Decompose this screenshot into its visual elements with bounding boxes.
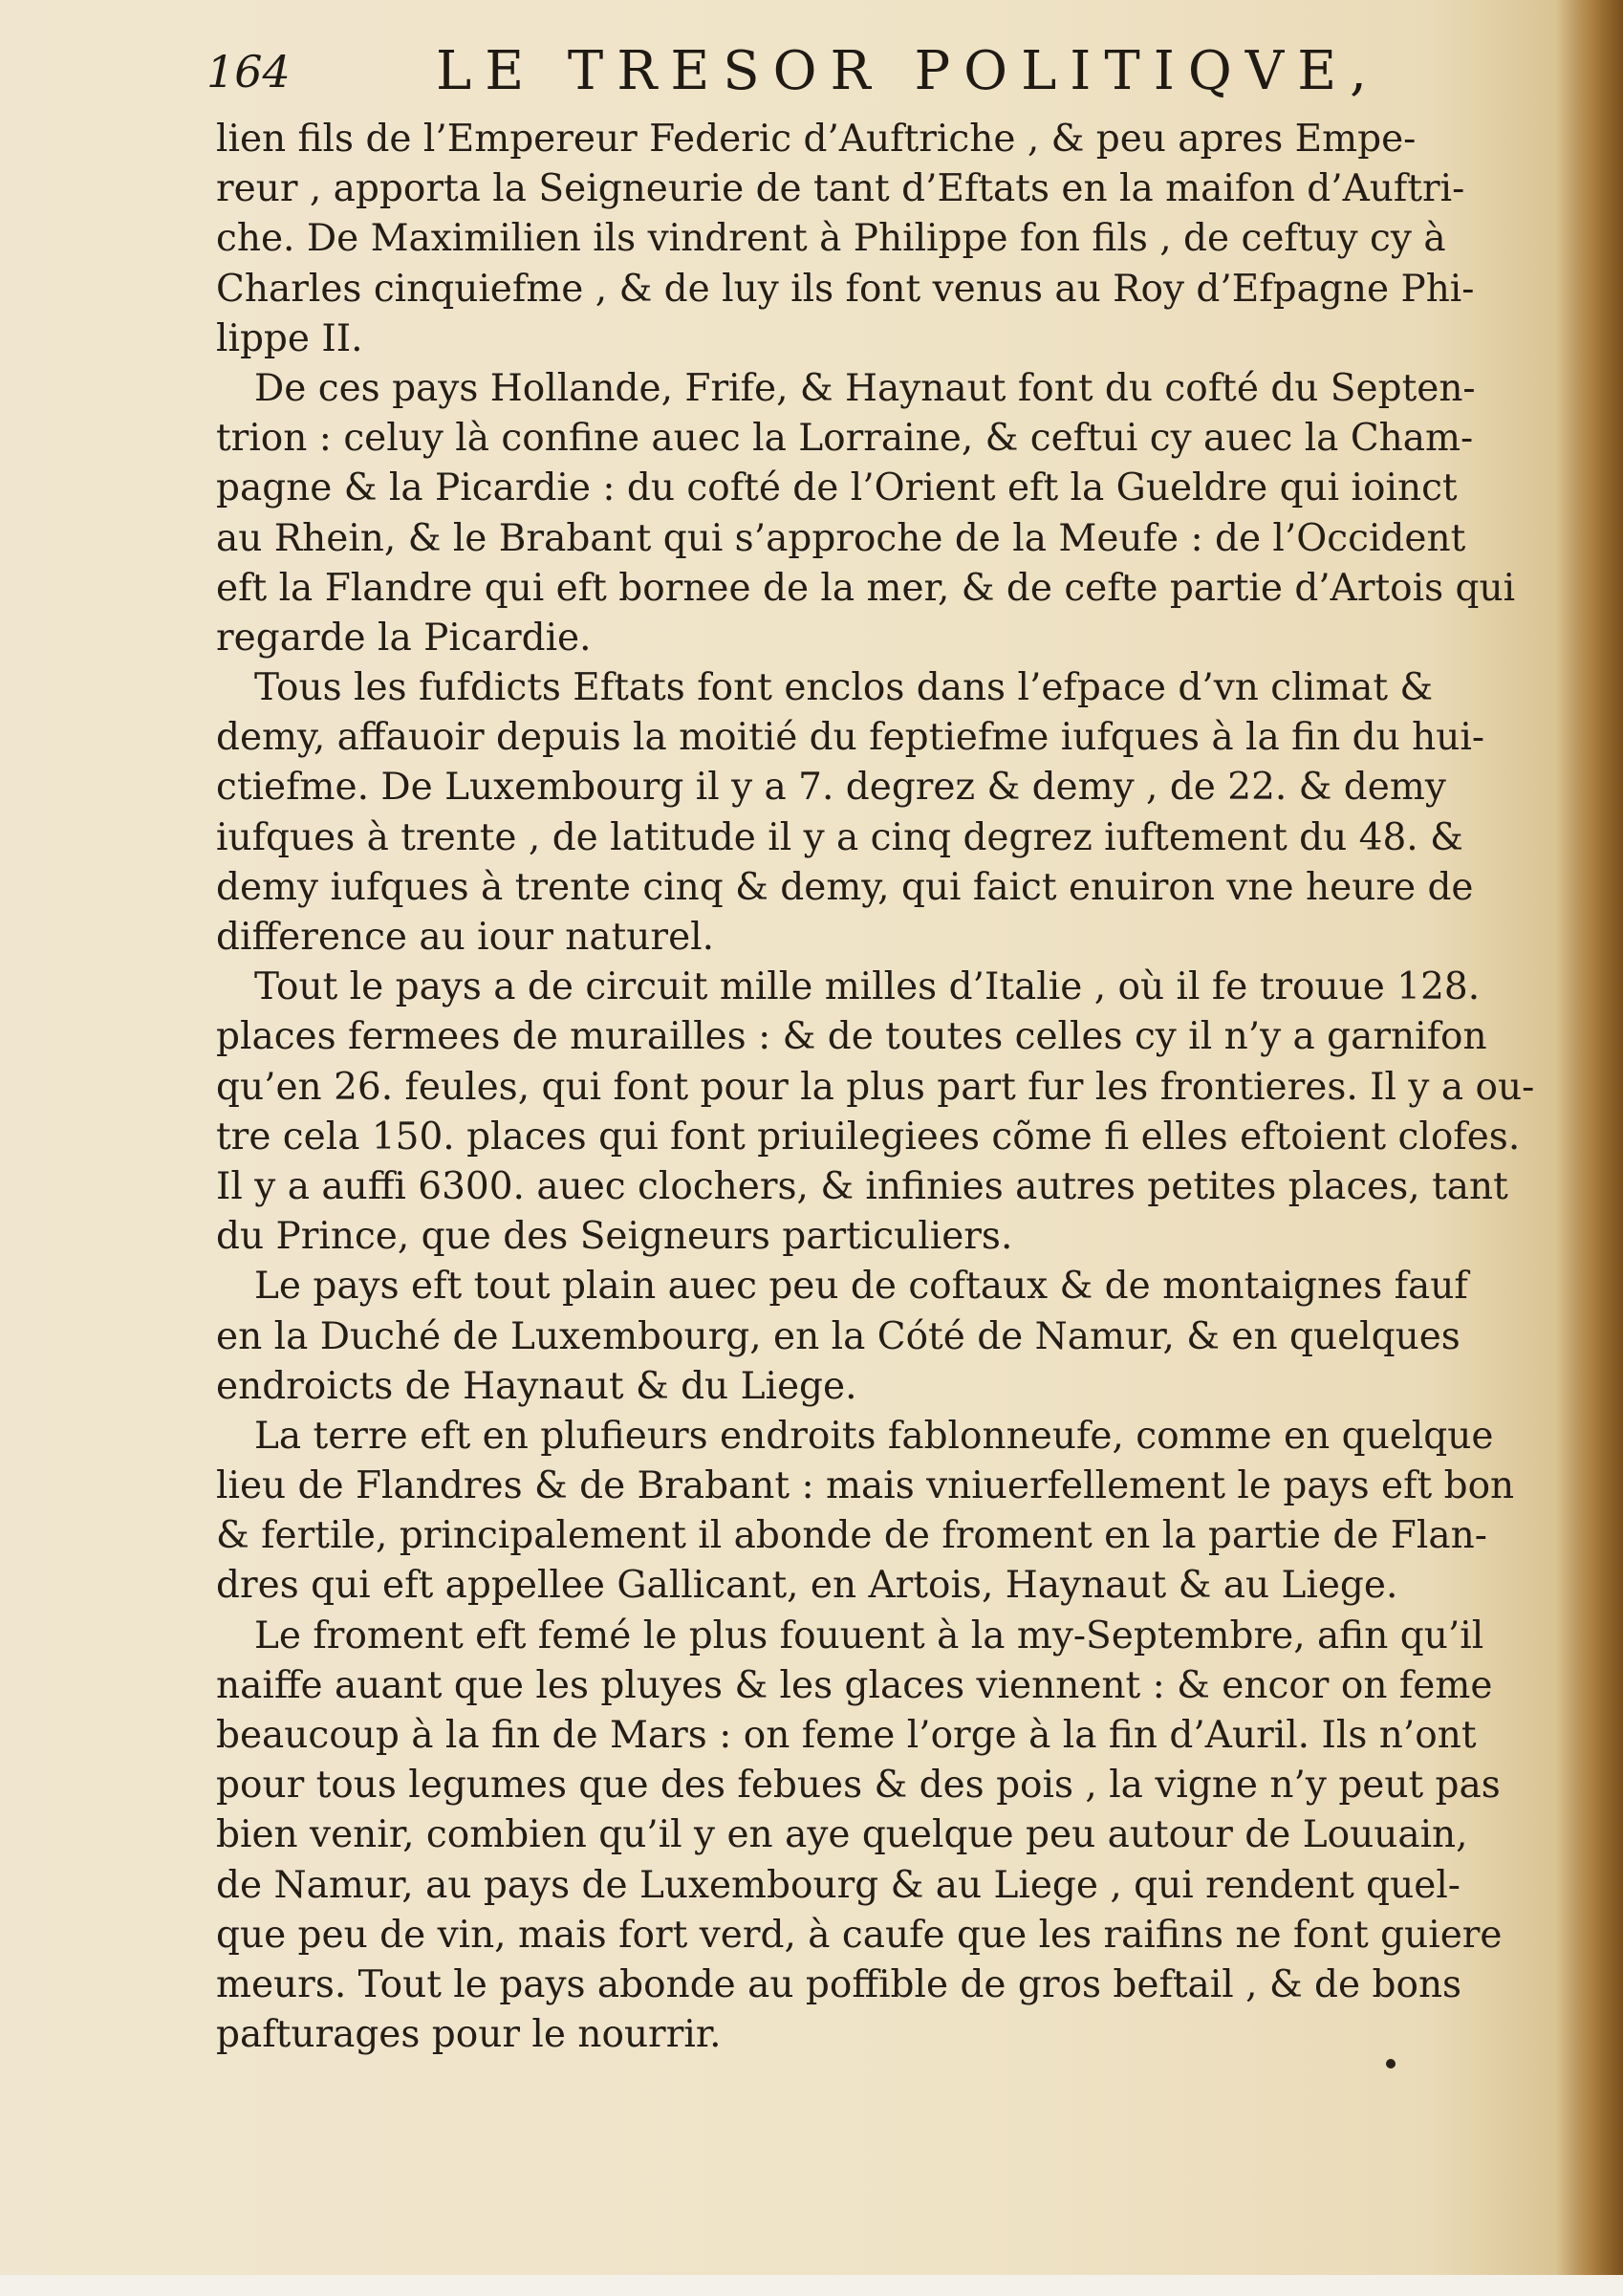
paragraph-2 bbox=[216, 364, 1516, 663]
text-line: Charles cinquiefme , & de luy ils font venus au Roy d’Efpagne Phi- bbox=[216, 267, 1475, 311]
text-line: de Namur, au pays de Luxembourg & au Liege , qui rendent quel- bbox=[216, 1863, 1461, 1907]
text-line: places fermees de murailles : & de toutes celles cy il n’y a garnifon bbox=[216, 1015, 1487, 1059]
text-line: Le pays eft tout plain auec peu de coftaux & de montaignes fauf bbox=[254, 1265, 1468, 1309]
text-line: dres qui eft appellee Gallicant, en Artois, Haynaut & au Liege. bbox=[216, 1564, 1398, 1608]
text-line: du Prince, que des Seigneurs particuliers. bbox=[216, 1215, 1013, 1259]
running-title: LE TRESOR POLITIQVE, bbox=[436, 40, 1380, 102]
text-line: eft la Flandre qui eft bornee de la mer, & de cefte partie d’Artois qui bbox=[216, 566, 1516, 610]
page-number: 164 bbox=[206, 46, 291, 97]
text-line: en la Duché de Luxembourg, en la Cóté de Namur, & en quelques bbox=[216, 1314, 1461, 1358]
text-line: pafturages pour le nourrir. bbox=[216, 2013, 722, 2057]
text-line: Il y a auffi 6300. auec clochers, & infinies autres petites places, tant bbox=[216, 1164, 1508, 1208]
text-line: Le froment eft femé le plus fouuent à la my-Septembre, afin qu’il bbox=[254, 1614, 1484, 1657]
body-text bbox=[216, 115, 1535, 2060]
binding-gutter-shadow bbox=[1556, 0, 1623, 2296]
text-line: Tous les fufdicts Eftats font enclos dans l’efpace d’vn climat & bbox=[254, 666, 1434, 710]
text-line: De ces pays Hollande, Frife, & Haynaut font du cofté du Septen- bbox=[254, 366, 1476, 410]
paragraph-1 bbox=[216, 115, 1478, 364]
text-line: qu’en 26. feules, qui font pour la plus part fur les frontieres. Il y a ou- bbox=[216, 1065, 1535, 1109]
paragraph-5 bbox=[216, 1262, 1478, 1412]
page-bottom-edge bbox=[0, 2275, 1623, 2296]
text-line: endroicts de Haynaut & du Liege. bbox=[216, 1364, 857, 1408]
text-line: tre cela 150. places qui font priuilegiees cõme fi elles eftoient clofes. bbox=[216, 1115, 1521, 1159]
text-line: pour tous legumes que des febues & des pois , la vigne n’y peut pas bbox=[216, 1764, 1501, 1808]
text-line: lippe II. bbox=[216, 316, 363, 360]
paragraph-4 bbox=[216, 963, 1535, 1262]
text-line: beaucoup à la fin de Mars : on feme l’orge à la fin d’Auril. Ils n’ont bbox=[216, 1714, 1477, 1757]
text-line: trion : celuy là confine auec la Lorraine, & ceftui cy auec la Cham- bbox=[216, 417, 1474, 461]
ink-dot bbox=[1386, 2059, 1396, 2069]
text-line: ctiefme. De Luxembourg il y a 7. degrez & demy , de 22. & demy bbox=[216, 766, 1446, 810]
text-line: naiffe auant que les pluyes & les glaces viennent : & encor on feme bbox=[216, 1663, 1493, 1707]
text-line: lieu de Flandres & de Brabant : mais vniuerfellement le pays eft bon bbox=[216, 1464, 1515, 1508]
text-line: iufques à trente , de latitude il y a cinq degrez iuftement du 48. & bbox=[216, 815, 1463, 859]
text-line: demy, affauoir depuis la moitié du feptiefme iufques à la fin du hui- bbox=[216, 716, 1485, 760]
text-line: bien venir, combien qu’il y en aye quelque peu autour de Louuain, bbox=[216, 1813, 1468, 1857]
text-line: que peu de vin, mais fort verd, à caufe que les raifins ne font guiere bbox=[216, 1913, 1503, 1957]
paragraph-6 bbox=[216, 1412, 1515, 1612]
text-line: meurs. Tout le pays abonde au poffible de gros beftail , & de bons bbox=[216, 1962, 1462, 2006]
text-line: au Rhein, & le Brabant qui s’approche de la Meufe : de l’Occident bbox=[216, 516, 1466, 560]
text-line: lien fils de l’Empereur Federic d’Auftriche , & peu apres Empe- bbox=[216, 118, 1417, 161]
paragraph-7 bbox=[216, 1612, 1503, 2061]
text-line: pagne & la Picardie : du cofté de l’Orient eft la Gueldre qui ioinct bbox=[216, 466, 1458, 510]
text-line: reur , apporta la Seigneurie de tant d’Eftats en la maifon d’Auftri- bbox=[216, 167, 1465, 211]
text-line: che. De Maximilien ils vindrent à Philippe fon fils , de ceftuy cy à bbox=[216, 217, 1446, 261]
text-line: La terre eft en plufieurs endroits fablonneufe, comme en quelque bbox=[254, 1414, 1494, 1458]
text-line: regarde la Picardie. bbox=[216, 616, 592, 660]
text-line: & fertile, principalement il abonde de froment en la partie de Flan- bbox=[216, 1514, 1487, 1558]
page-header bbox=[206, 36, 1468, 113]
text-line: difference au iour naturel. bbox=[216, 916, 715, 959]
text-line: demy iufques à trente cinq & demy, qui faict enuiron vne heure de bbox=[216, 865, 1474, 909]
paragraph-3 bbox=[216, 663, 1485, 963]
text-line: Tout le pays a de circuit mille milles d’Italie , où il fe trouue 128. bbox=[254, 965, 1481, 1009]
